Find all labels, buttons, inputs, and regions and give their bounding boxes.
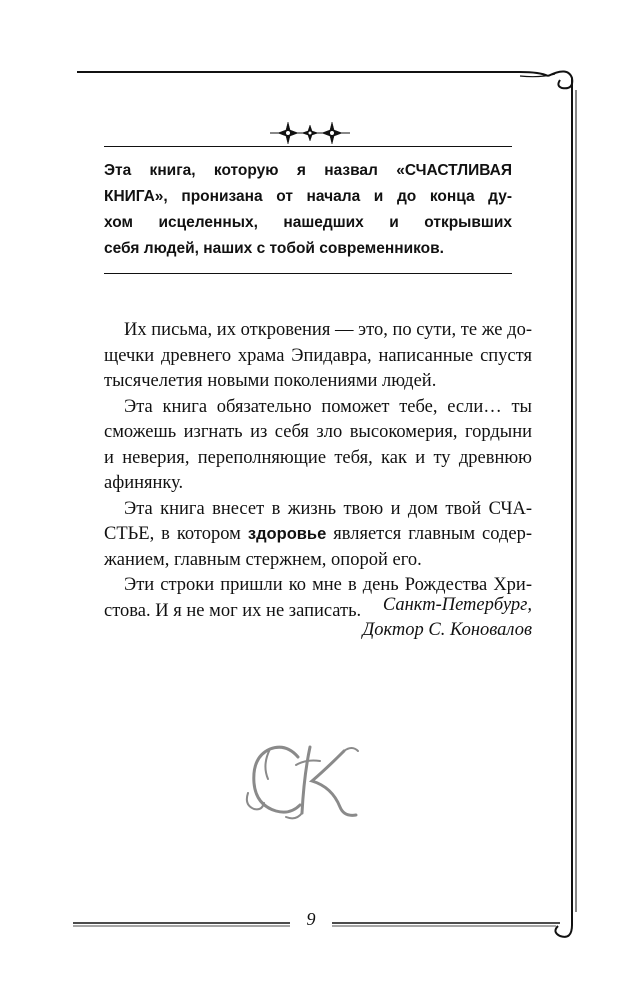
text-run: СТЬЕ, в котором bbox=[104, 524, 248, 544]
star-ornament-icon bbox=[270, 118, 350, 148]
main-text bbox=[104, 318, 532, 624]
epigraph-top-rule bbox=[104, 146, 512, 147]
paragraph-line: и неверия, переполняющие тебя, как и ту древнюю bbox=[104, 447, 532, 468]
epigraph-line: себя людей, наших с тобой современников. bbox=[104, 240, 444, 257]
epigraph-line: хом исцеленных, нашедших и открывших bbox=[104, 214, 512, 231]
signature-place: Санкт-Петербург, bbox=[382, 595, 532, 615]
paragraph-line: Эта книга обязательно поможет тебе, если… ты bbox=[124, 396, 532, 417]
paragraph-line bbox=[104, 522, 532, 548]
paragraph-line: жанием, главным стержнем, опорой его. bbox=[104, 549, 422, 570]
signature-author: Доктор С. Коновалов bbox=[362, 620, 532, 640]
paragraph-line: щечки древнего храма Эпидавра, написанные спустя bbox=[104, 345, 532, 366]
paragraph-line: афинянку. bbox=[104, 473, 184, 493]
paragraph-line: Эти строки пришли ко мне в день Рождества Хри- bbox=[124, 575, 532, 595]
epigraph-line: КНИГА», пронизана от начала и до конца ду- bbox=[104, 188, 512, 205]
paragraph-line: Эта книга внесет в жизнь твою и дом твой СЧА- bbox=[124, 498, 532, 519]
page-number: 9 bbox=[306, 909, 316, 929]
paragraph-line: стова. И я не мог их не записать. bbox=[104, 600, 362, 621]
monogram-logo-icon bbox=[240, 735, 370, 830]
paragraph-line: сможешь изгнать из себя зло высокомерия, гордыни bbox=[104, 422, 532, 442]
bold-word: здоровье bbox=[247, 525, 327, 543]
epigraph bbox=[104, 158, 512, 262]
epigraph-line: Эта книга, которую я назвал «СЧАСТЛИВАЯ bbox=[104, 162, 512, 179]
paragraph-line: тысячелетия новыми поколениями людей. bbox=[104, 371, 437, 391]
epigraph-bottom-rule bbox=[104, 273, 512, 274]
signature bbox=[363, 593, 533, 643]
text-run: является главным содер- bbox=[326, 524, 532, 544]
paragraph-line: Их письма, их откровения — это, по сути, те же до- bbox=[124, 320, 532, 340]
